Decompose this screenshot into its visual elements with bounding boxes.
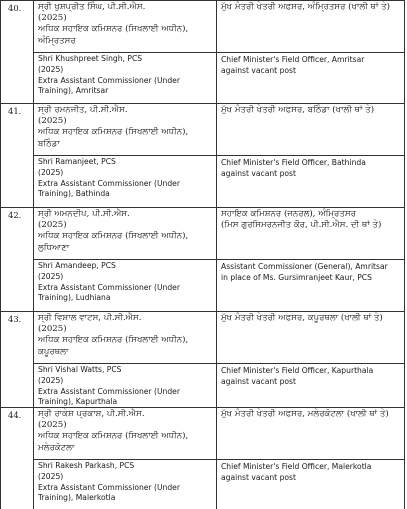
- officer-year-en: (2025): [38, 64, 64, 74]
- officer-place-pa: ਕਪੂਰਥਲਾ: [38, 346, 69, 357]
- officer-year-en: (2025): [38, 471, 64, 481]
- table-row: [0, 0, 405, 103]
- entry-number: 42.: [8, 210, 22, 220]
- column-rule: [0, 311, 1, 407]
- officer-details-punjabi: [38, 209, 188, 254]
- column-rule: [404, 407, 405, 509]
- officer-place-en: Training), Ludhiana: [38, 293, 111, 303]
- officer-place-pa: ਮਲੇਰਕੋਟਲਾ: [38, 442, 75, 453]
- officer-details-english: [38, 261, 180, 304]
- officer-name-en: Shri Khushpreet Singh, PCS: [38, 54, 143, 63]
- posting-en-line: Chief Minister's Field Officer, Amritsar: [221, 55, 365, 64]
- table-row: [0, 407, 405, 509]
- row-mid-rule: [33, 459, 405, 460]
- posting-en-line: Chief Minister's Field Officer, Kapurthala: [221, 366, 374, 375]
- officer-place-en: Training), Malerkotla: [38, 493, 116, 503]
- column-rule: [216, 103, 217, 207]
- column-rule: [404, 311, 405, 407]
- posting-english: [221, 366, 373, 388]
- row-top-rule: [0, 103, 405, 104]
- row-mid-rule: [33, 52, 405, 53]
- officer-year-en: (2025): [38, 271, 64, 281]
- column-rule: [33, 0, 34, 103]
- officer-post-en: Extra Assistant Commissioner (Under: [38, 75, 180, 85]
- entry-number: 41.: [8, 106, 22, 116]
- posting-en-line: against vacant post: [221, 472, 296, 482]
- column-rule: [404, 207, 405, 311]
- entry-number: 40.: [8, 3, 22, 13]
- officer-year-en: (2025): [38, 375, 64, 385]
- officer-post-pa: ਅਧਿਕ ਸਹਾਇਕ ਕਮਿਸ਼ਨਰ (ਸਿਖਲਾਈ ਅਧੀਨ),: [38, 231, 189, 242]
- posting-en-line: against vacant post: [221, 65, 296, 75]
- posting-pa-line: ਮੁੱਖ ਮੰਤਰੀ ਖੇਤਰੀ ਅਫਸਰ, ਕਪੂਰਥਲਾ (ਖਾਲੀ ਥਾਂ ਤੇ): [221, 313, 383, 323]
- row-mid-rule: [33, 155, 405, 156]
- posting-en-line: against vacant post: [221, 376, 296, 386]
- posting-punjabi: [221, 105, 374, 116]
- column-rule: [33, 207, 34, 311]
- officer-name-pa: ਸ੍ਰੀ ਰਮਨਜੀਤ, ਪੀ.ਸੀ.ਐਸ.: [38, 105, 128, 115]
- posting-punjabi: [221, 313, 383, 324]
- officer-post-pa: ਅਧਿਕ ਸਹਾਇਕ ਕਮਿਸ਼ਨਰ (ਸਿਖਲਾਈ ਅਧੀਨ),: [38, 24, 189, 35]
- officer-details-punjabi: [38, 105, 188, 150]
- column-rule: [33, 103, 34, 207]
- posting-english: [221, 158, 366, 180]
- posting-pa-line: ਮੁੱਖ ਮੰਤਰੀ ਖੇਤਰੀ ਅਫਸਰ, ਅੰਮ੍ਰਿਤਸਰ (ਖਾਲੀ ਥਾਂ ਤੇ): [221, 2, 391, 12]
- entry-number: 44.: [8, 410, 22, 420]
- officer-year-pa: (2025): [38, 116, 67, 127]
- officer-details-punjabi: [38, 2, 188, 47]
- posting-pa-line: (ਮਿਸ ਗੁਰਸਿਮਰਨਜੀਤ ਕੌਰ, ਪੀ.ਸੀ.ਐਸ. ਦੀ ਥਾਂ ਤੇ): [221, 220, 382, 231]
- posting-en-line: Chief Minister's Field Officer, Malerkotla: [221, 462, 372, 471]
- officer-name-en: Shri Ramanjeet, PCS: [38, 157, 116, 166]
- officer-post-en: Extra Assistant Commissioner (Under: [38, 482, 180, 492]
- officer-name-en: Shri Rakesh Parkash, PCS: [38, 461, 135, 470]
- posting-punjabi: [221, 209, 381, 231]
- officer-year-pa: (2025): [38, 324, 67, 335]
- officer-year-pa: (2025): [38, 220, 67, 231]
- posting-pa-line: ਮੁੱਖ ਮੰਤਰੀ ਖੇਤਰੀ ਅਫਸਰ, ਬਠਿੰਡਾ (ਖਾਲੀ ਥਾਂ ਤੇ): [221, 105, 375, 115]
- column-rule: [33, 407, 34, 509]
- officer-place-pa: ਲੁਧਿਆਣਾ: [38, 242, 70, 253]
- posting-en-line: Chief Minister's Field Officer, Bathinda: [221, 158, 366, 167]
- column-rule: [216, 407, 217, 509]
- officer-details-english: [38, 54, 180, 97]
- officer-place-pa: ਬਠਿੰਡਾ: [38, 138, 60, 149]
- column-rule: [0, 103, 1, 207]
- posting-pa-line: ਮੁੱਖ ਮੰਤਰੀ ਖੇਤਰੀ ਅਫਸਰ, ਮਲੇਰਕੋਟਲਾ (ਖਾਲੀ ਥਾਂ ਤੇ): [221, 409, 389, 419]
- posting-punjabi: [221, 409, 389, 420]
- officer-details-punjabi: [38, 409, 188, 454]
- column-rule: [0, 0, 1, 103]
- posting-english: [221, 55, 364, 77]
- posting-pa-line: ਸਹਾਇਕ ਕਮਿਸ਼ਨਰ (ਜਨਰਲ), ਅੰਮ੍ਰਿਤਸਰ: [221, 209, 356, 219]
- officer-post-en: Extra Assistant Commissioner (Under: [38, 178, 180, 188]
- officer-year-pa: (2025): [38, 13, 67, 24]
- officer-place-en: Training), Bathinda: [38, 189, 110, 199]
- officer-post-en: Extra Assistant Commissioner (Under: [38, 386, 180, 396]
- officer-post-pa: ਅਧਿਕ ਸਹਾਇਕ ਕਮਿਸ਼ਨਰ (ਸਿਖਲਾਈ ਅਧੀਨ),: [38, 431, 189, 442]
- posting-english: [221, 262, 388, 284]
- column-rule: [404, 0, 405, 103]
- table-row: [0, 207, 405, 311]
- officer-details-punjabi: [38, 313, 188, 358]
- column-rule: [216, 0, 217, 103]
- row-mid-rule: [33, 363, 405, 364]
- posting-english: [221, 462, 371, 484]
- officer-name-pa: ਸ੍ਰੀ ਰਾਕੇਸ਼ ਪ੍ਰਕਾਸ਼, ਪੀ.ਸੀ.ਐਸ.: [38, 409, 145, 419]
- posting-en-line: against vacant post: [221, 168, 296, 178]
- officer-place-pa: ਅੰਮ੍ਰਿਤਸਰ: [38, 35, 76, 46]
- officer-place-en: Training), Amritsar: [38, 86, 109, 96]
- row-mid-rule: [33, 259, 405, 260]
- row-top-rule: [0, 0, 405, 1]
- column-rule: [33, 311, 34, 407]
- posting-en-line: in place of Ms. Gursimranjeet Kaur, PCS: [221, 272, 372, 282]
- officer-name-en: Shri Amandeep, PCS: [38, 261, 116, 270]
- column-rule: [0, 407, 1, 509]
- posting-punjabi: [221, 2, 390, 13]
- officer-name-en: Shri Vishal Watts, PCS: [38, 365, 122, 374]
- officer-name-pa: ਸ੍ਰੀ ਖੁਸ਼ਪ੍ਰੀਤ ਸਿੰਘ, ਪੀ.ਸੀ.ਐਸ.: [38, 2, 146, 12]
- officer-post-pa: ਅਧਿਕ ਸਹਾਇਕ ਕਮਿਸ਼ਨਰ (ਸਿਖਲਾਈ ਅਧੀਨ),: [38, 335, 189, 346]
- row-top-rule: [0, 207, 405, 208]
- entry-number: 43.: [8, 314, 22, 324]
- column-rule: [216, 311, 217, 407]
- officer-post-pa: ਅਧਿਕ ਸਹਾਇਕ ਕਮਿਸ਼ਨਰ (ਸਿਖਲਾਈ ਅਧੀਨ),: [38, 127, 189, 138]
- table-row: [0, 103, 405, 207]
- officer-year-en: (2025): [38, 167, 64, 177]
- column-rule: [0, 207, 1, 311]
- officer-name-pa: ਸ੍ਰੀ ਅਮਨਦੀਪ, ਪੀ.ਸੀ.ਐਸ.: [38, 209, 130, 219]
- column-rule: [404, 103, 405, 207]
- column-rule: [216, 207, 217, 311]
- officer-details-english: [38, 157, 180, 200]
- posting-en-line: Assistant Commissioner (General), Amritsar: [221, 262, 388, 271]
- officer-place-en: Training), Kapurthala: [38, 397, 118, 407]
- table-row: [0, 311, 405, 407]
- officer-details-english: [38, 461, 180, 504]
- officer-name-pa: ਸ੍ਰੀ ਵਿਸ਼ਾਲ ਵਾਟਸ, ਪੀ.ਸੀ.ਐਸ.: [38, 313, 142, 323]
- officer-year-pa: (2025): [38, 420, 67, 431]
- officer-details-english: [38, 365, 180, 408]
- row-top-rule: [0, 407, 405, 408]
- officer-post-en: Extra Assistant Commissioner (Under: [38, 282, 180, 292]
- row-top-rule: [0, 311, 405, 312]
